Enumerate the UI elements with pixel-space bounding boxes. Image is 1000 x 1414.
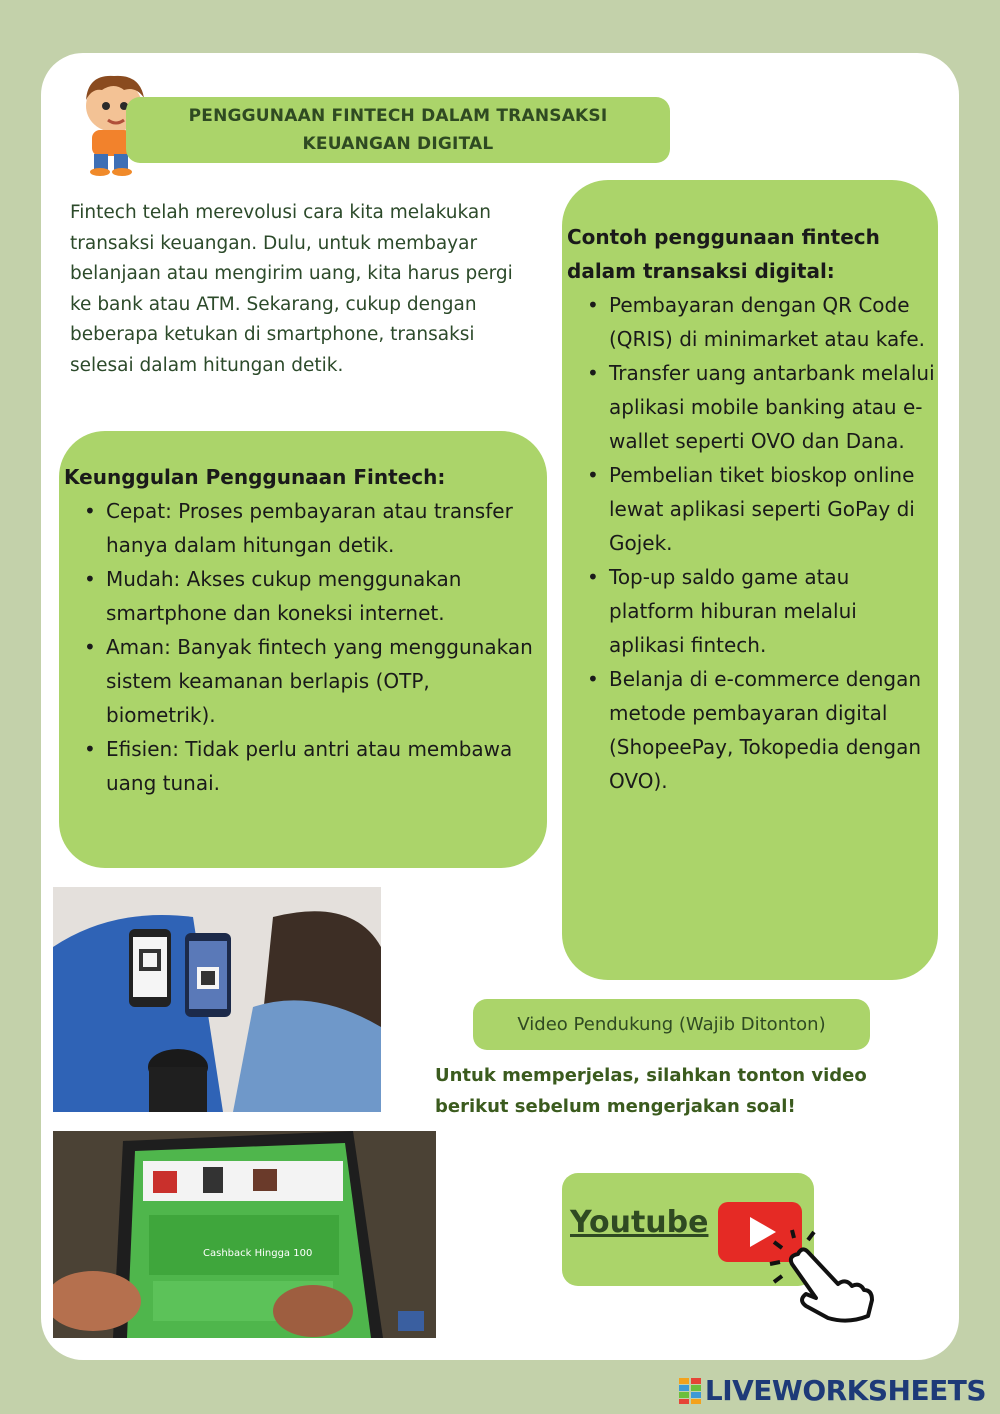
page-title (189, 102, 608, 158)
examples-heading: Contoh penggunaan fintech dalam transaksi digital: (567, 225, 880, 283)
list-item: • Pembelian tiket bioskop online lewat aplikasi seperti GoPay di Gojek. (609, 458, 937, 560)
page-title-line1: PENGGUNAAN FINTECH DALAM TRANSAKSI (188, 106, 608, 126)
list-item: • Mudah: Akses cukup menggunakan smartphone dan koneksi internet. (106, 562, 544, 630)
advantages-list (64, 494, 544, 800)
youtube-link[interactable]: Youtube (570, 1205, 709, 1240)
examples-box (562, 180, 938, 980)
liveworksheets-logo-icon (679, 1378, 701, 1404)
pointing-hand-icon (768, 1228, 880, 1324)
list-item: • Pembayaran dengan QR Code (QRIS) di minimarket atau kafe. (609, 288, 937, 356)
liveworksheets-brand (679, 1374, 986, 1407)
page-title-line2: KEUANGAN DIGITAL (302, 134, 494, 154)
list-item: • Cepat: Proses pembayaran atau transfer hanya dalam hitungan detik. (106, 494, 544, 562)
list-item: • Transfer uang antarbank melalui aplikasi mobile banking atau e-wallet seperti OVO dan Dana. (609, 356, 937, 458)
qr-payment-photo (53, 887, 381, 1112)
video-pill-label: Video Pendukung (Wajib Ditonton) (517, 1014, 826, 1035)
video-instruction: Untuk memperjelas, silahkan tonton video berikut sebelum mengerjakan soal! (435, 1065, 867, 1117)
advantages-heading: Keunggulan Penggunaan Fintech: (64, 465, 446, 489)
list-item: • Aman: Banyak fintech yang menggunakan sistem keamanan berlapis (OTP, biometrik). (106, 630, 544, 732)
intro-paragraph: Fintech telah merevolusi cara kita melakukan transaksi keuangan. Dulu, untuk membayar belanjaan atau mengirim uang, kita harus pergi ke bank atau ATM. Sekarang, cukup dengan beberapa ketukan di smartphone, transaksi selesai dalam hitungan detik. (70, 202, 513, 376)
list-item: • Belanja di e-commerce dengan metode pembayaran digital (ShopeePay, Tokopedia dengan OVO). (609, 662, 937, 798)
list-item: • Efisien: Tidak perlu antri atau membawa uang tunai. (106, 732, 544, 800)
cashback-banner-text: Cashback Hingga 100 (203, 1248, 313, 1259)
list-item: • Top-up saldo game atau platform hiburan melalui aplikasi fintech. (609, 560, 937, 662)
title-banner (126, 97, 670, 163)
video-pill (473, 999, 870, 1050)
brand-name: LIVEWORKSHEETS (704, 1374, 986, 1407)
examples-list (567, 288, 937, 798)
advantages-box (59, 431, 547, 868)
shopping-app-photo (53, 1131, 436, 1338)
